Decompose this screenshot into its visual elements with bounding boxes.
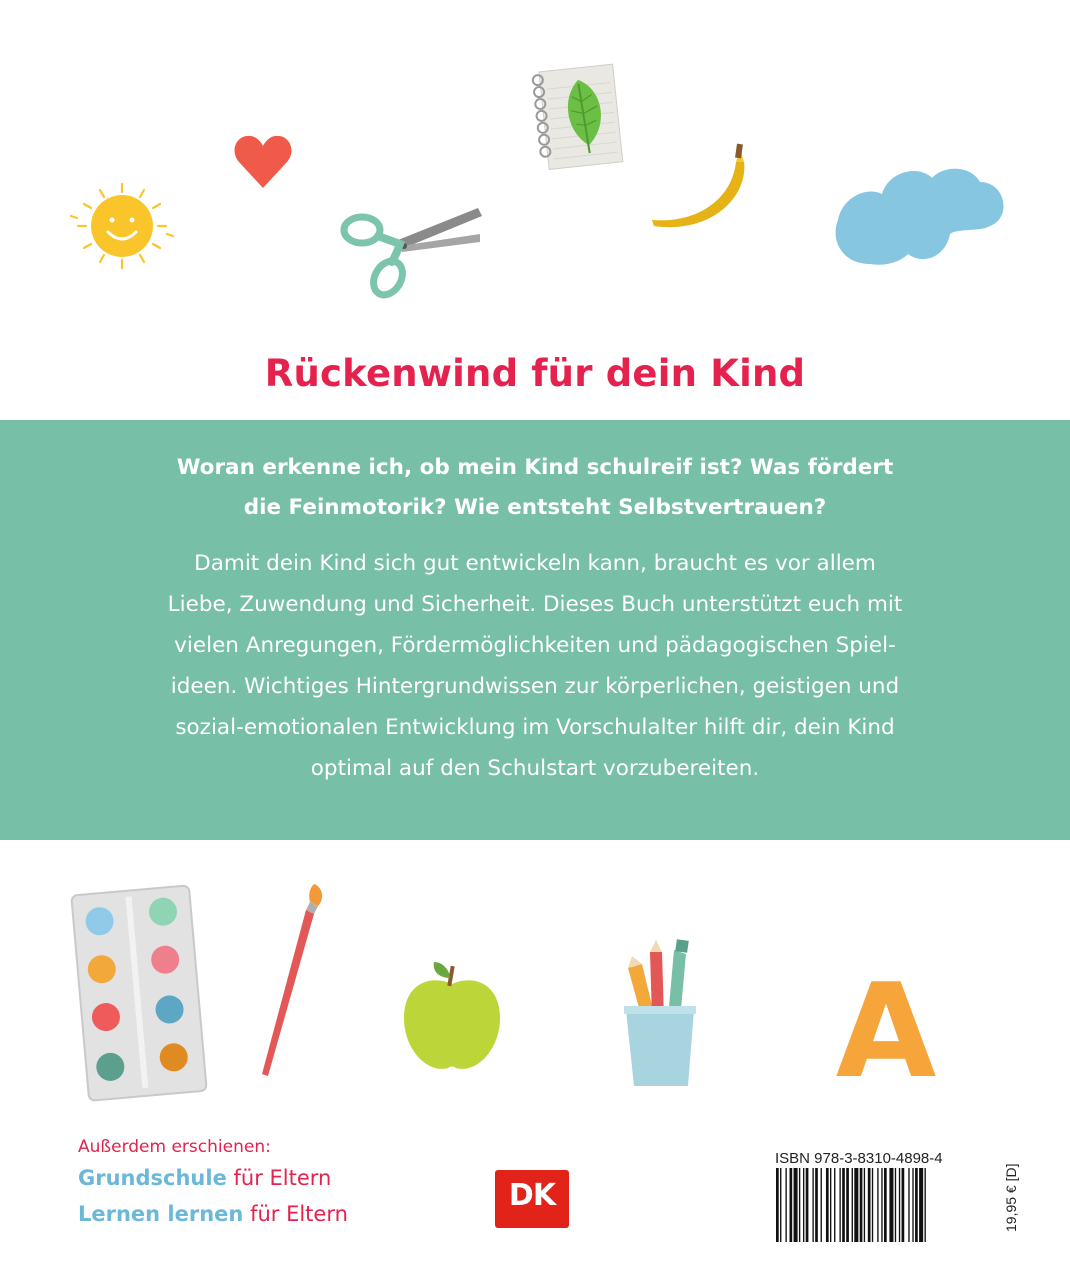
publisher-logo [495, 1170, 569, 1228]
scissors-icon [338, 206, 484, 302]
blurb-line: sozial-emotionalen Entwicklung im Vorschulalter hilft dir, dein Kind [175, 715, 895, 740]
series-title-rest: für Eltern [250, 1202, 348, 1226]
blurb-line: optimal auf den Schulstart vorzubereiten. [310, 756, 760, 781]
barcode-bar [872, 1168, 873, 1242]
blurb-line: Damit dein Kind sich gut entwickeln kann, braucht es vor allem [194, 551, 876, 576]
barcode-bar [868, 1168, 871, 1242]
barcode-bar [912, 1168, 913, 1242]
series-title-highlight: Grundschule [78, 1166, 227, 1190]
barcode-bar [834, 1168, 835, 1242]
barcode-bar [902, 1168, 905, 1242]
barcode [776, 1168, 976, 1242]
heart-icon [233, 132, 293, 190]
question-line: Woran erkenne ich, ob mein Kind schulreif ist? Was fördert [176, 455, 894, 480]
barcode-bar [915, 1168, 918, 1242]
notebook-leaf-icon [530, 62, 628, 174]
barcode-bar [852, 1168, 853, 1242]
series-title [78, 1202, 348, 1226]
barcode-bar [839, 1168, 840, 1242]
barcode-bar [925, 1168, 926, 1242]
barcode-bar [790, 1168, 793, 1242]
barcode-bar [780, 1168, 781, 1242]
barcode-bar [826, 1168, 829, 1242]
barcode-bar [877, 1168, 878, 1242]
barcode-bar [776, 1168, 779, 1242]
series-title-highlight: Lernen lernen [78, 1202, 244, 1226]
series-title [78, 1166, 331, 1190]
barcode-bar [830, 1168, 831, 1242]
barcode-bar [854, 1168, 858, 1242]
barcode-bar [806, 1168, 809, 1242]
price-label: 19,95 € [D] [1003, 1163, 1019, 1232]
barcode-bar [908, 1168, 909, 1242]
publisher-logo-text: DK [508, 1178, 556, 1213]
also-published-heading: Außerdem erschienen: [78, 1137, 271, 1157]
letter-a-icon [836, 964, 936, 1084]
barcode-bar [803, 1168, 804, 1242]
barcode-bar [860, 1168, 863, 1242]
barcode-bar [794, 1168, 798, 1242]
series-title-rest: für Eltern [233, 1166, 332, 1190]
barcode-bar [812, 1168, 813, 1242]
barcode-bar [842, 1168, 845, 1242]
blurb-line: Liebe, Zuwendung und Sicherheit. Dieses Buch unterstützt euch mit [167, 592, 903, 617]
barcode-bar [884, 1168, 887, 1242]
isbn-label: ISBN 978-3-8310-4898-4 [775, 1150, 943, 1167]
blurb-line: ideen. Wichtiges Hintergrundwissen zur körperlichen, geistigen und [170, 674, 900, 699]
barcode-bar [895, 1168, 896, 1242]
blurb-text [60, 543, 1010, 789]
question-line: die Feinmotorik? Wie entsteht Selbstvertrauen? [243, 495, 827, 520]
barcode-bar [821, 1168, 822, 1242]
barcode-bar [815, 1168, 818, 1242]
barcode-bar [889, 1168, 893, 1242]
page-title: Rückenwind für dein Kind [264, 352, 806, 395]
barcode-bar [846, 1168, 849, 1242]
intro-questions [60, 448, 1010, 528]
barcode-bar [799, 1168, 800, 1242]
blurb-line: vielen Anregungen, Fördermöglichkeiten und pädagogischen Spiel- [174, 633, 896, 658]
apple-icon [400, 958, 504, 1076]
paintbrush-icon [258, 880, 330, 1080]
banana-icon [648, 142, 752, 238]
barcode-bar [864, 1168, 865, 1242]
barcode-bar [919, 1168, 923, 1242]
paint-palette-icon [70, 884, 210, 1102]
pencil-cup-icon [620, 938, 700, 1090]
barcode-bar [881, 1168, 882, 1242]
sun-icon [62, 178, 182, 274]
cloud-icon [830, 158, 1010, 268]
barcode-bar [899, 1168, 900, 1242]
barcode-bar [785, 1168, 786, 1242]
letter-a-glyph: A [836, 964, 936, 1084]
